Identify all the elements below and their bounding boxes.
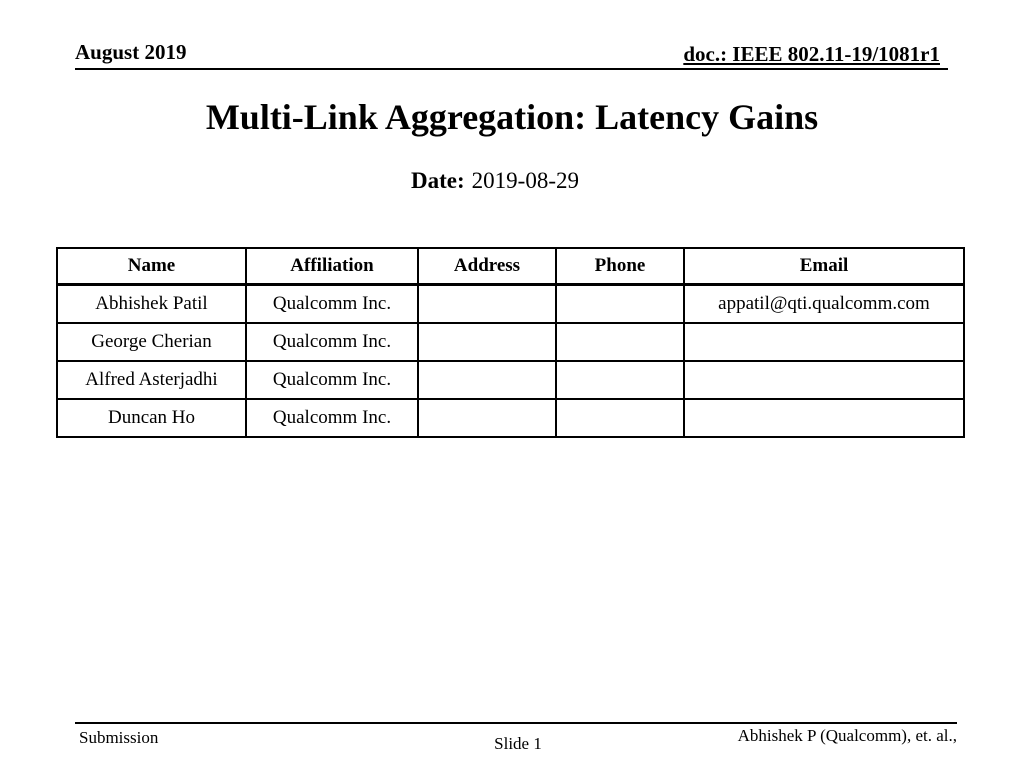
table-cell: Abhishek Patil (57, 285, 246, 324)
table-row (57, 323, 964, 361)
table-cell (684, 323, 964, 361)
table-body (57, 285, 964, 438)
table-cell: Qualcomm Inc. (246, 323, 418, 361)
table-cell (556, 323, 684, 361)
footer-authors: Abhishek P (Qualcomm), et. al., (737, 726, 957, 745)
table-cell (684, 399, 964, 437)
table-row (57, 399, 964, 437)
footer-submission: Submission (79, 728, 159, 747)
table-cell: Qualcomm Inc. (246, 361, 418, 399)
table-header-row (57, 248, 964, 285)
table-cell: Duncan Ho (57, 399, 246, 437)
slide-title: Multi-Link Aggregation: Latency Gains (205, 97, 819, 137)
authors-table (56, 247, 965, 438)
table-cell (556, 361, 684, 399)
column-header: Address (418, 248, 556, 285)
header-rule (75, 68, 948, 70)
footer-rule (75, 722, 957, 724)
date-line (0, 168, 990, 194)
header-month-year: August 2019 (75, 40, 187, 64)
table-cell (556, 285, 684, 324)
table-cell (418, 323, 556, 361)
column-header: Name (57, 248, 246, 285)
table-cell: George Cherian (57, 323, 246, 361)
column-header: Affiliation (246, 248, 418, 285)
header-doc-number: doc.: IEEE 802.11-19/1081r1 (683, 42, 940, 66)
date-label: Date: (411, 168, 465, 193)
table-cell (418, 399, 556, 437)
table-row (57, 361, 964, 399)
date-value: 2019-08-29 (471, 168, 579, 193)
table-cell: Qualcomm Inc. (246, 285, 418, 324)
table-cell: Alfred Asterjadhi (57, 361, 246, 399)
table-cell: Qualcomm Inc. (246, 399, 418, 437)
table-cell: appatil@qti.qualcomm.com (684, 285, 964, 324)
column-header: Phone (556, 248, 684, 285)
table-cell (556, 399, 684, 437)
table-cell (684, 361, 964, 399)
table-cell (418, 285, 556, 324)
table-cell (418, 361, 556, 399)
table-row (57, 285, 964, 324)
footer-slide-number: Slide 1 (494, 734, 542, 753)
column-header: Email (684, 248, 964, 285)
